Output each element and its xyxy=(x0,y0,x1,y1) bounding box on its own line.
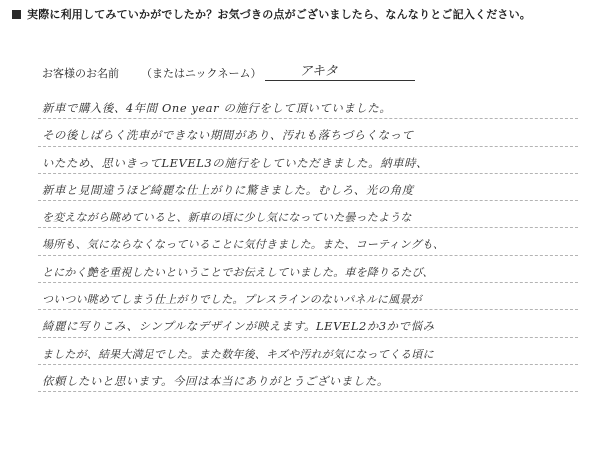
comment-line: 依頼したいと思います。今回は本当にありがとうございました。 xyxy=(38,365,578,392)
comment-line: とにかく艶を重視したいということでお伝えしていました。車を降りるたび、 xyxy=(38,256,578,283)
comment-line: 新車で購入後、4年間 One year の施行をして頂いていました。 xyxy=(38,92,578,119)
customer-name-field xyxy=(265,64,415,81)
comment-line: 新車と見間違うほど綺麗な仕上がりに驚きました。むしろ、光の角度 xyxy=(38,174,578,201)
comment-line: いたため、思いきってLEVEL3の施行をしていただきました。納車時、 xyxy=(38,147,578,174)
comment-line: 綺麗に写りこみ、シンプルなデザインが映えます。LEVEL2か3かで悩み xyxy=(38,310,578,337)
comment-area xyxy=(38,92,578,392)
comment-line: を変えながら眺めていると、新車の頃に少し気になっていた曇ったような xyxy=(38,201,578,228)
survey-header xyxy=(12,6,531,22)
nickname-label: （またはニックネーム） xyxy=(141,67,262,80)
customer-name-value: アキタ xyxy=(299,64,338,79)
comment-line: ついつい眺めてしまう仕上がりでした。プレスラインのないパネルに風景が xyxy=(38,283,578,310)
customer-name-row xyxy=(42,64,415,81)
comment-line: ましたが、結果大満足でした。また数年後、キズや汚れが気になってくる頃に xyxy=(38,338,578,365)
comment-line: 場所も、気にならなくなっていることに気付きました。また、コーティングも、 xyxy=(38,228,578,255)
square-bullet-icon xyxy=(12,10,21,19)
customer-name-label: お客様のお名前 xyxy=(42,67,119,80)
comment-line: その後しばらく洗車ができない期間があり、汚れも落ちづらくなって xyxy=(38,119,578,146)
survey-question: 実際に利用してみていかがでしたか？お気づきの点がございましたら、なんなりとご記入ください。 xyxy=(27,8,531,21)
